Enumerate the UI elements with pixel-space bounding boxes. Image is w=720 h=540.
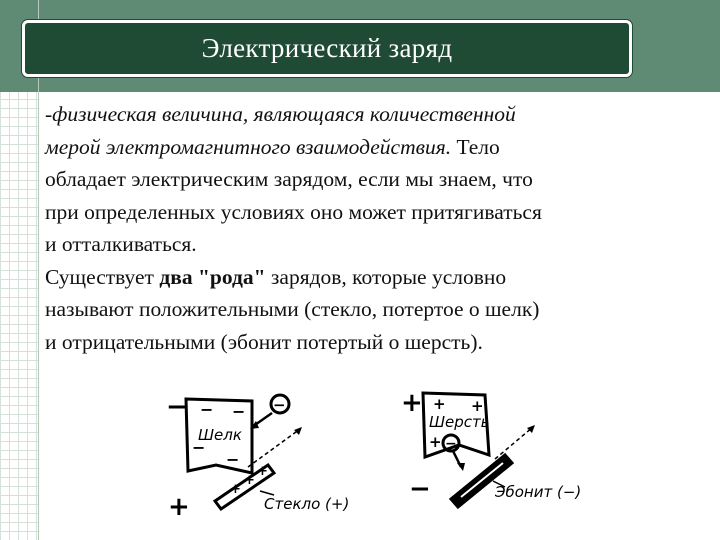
kinds-suffix: зарядов, которые условно bbox=[265, 264, 507, 289]
silk-glass-illustration bbox=[160, 385, 380, 535]
wool-ebonite-drawing bbox=[395, 385, 605, 535]
charge-sign: − bbox=[273, 396, 286, 414]
outer-minus-sign: − bbox=[409, 474, 431, 504]
silk-glass-drawing bbox=[160, 385, 380, 535]
cloth-plus-3: + bbox=[429, 433, 442, 451]
body-line-3: обладает электрическим зарядом, если мы знаем, что bbox=[45, 167, 533, 191]
slide-title: Электрический заряд bbox=[201, 33, 453, 63]
cloth-minus-1: − bbox=[200, 400, 214, 419]
title-box bbox=[22, 20, 632, 77]
rod-plus-1: + bbox=[230, 482, 241, 497]
cloth-plus-1: + bbox=[433, 395, 446, 413]
kinds-prefix: Существует bbox=[45, 264, 160, 289]
cloth-minus-2: − bbox=[232, 402, 246, 421]
kinds-line-3: и отрицательными (эбонит потертый о шерсть). bbox=[45, 329, 483, 354]
attraction-line bbox=[495, 427, 533, 459]
attraction-line bbox=[248, 429, 300, 467]
definition-line-2-italic: мерой электромагнитного взаимодействия. bbox=[45, 134, 452, 159]
slide-body bbox=[45, 98, 710, 358]
body-line-4: при определенных условиях оно может притягиваться bbox=[45, 199, 542, 224]
outer-plus-sign: + bbox=[168, 492, 190, 522]
attraction-arrow-head bbox=[294, 427, 302, 435]
body-line-5: и отталкиваться. bbox=[45, 232, 197, 256]
definition-line-2-tail: Тело bbox=[451, 134, 500, 159]
grid-decoration bbox=[0, 0, 39, 540]
rod-plus-2: + bbox=[244, 473, 255, 488]
kinds-bold: два "рода" bbox=[159, 264, 266, 289]
kinds-line bbox=[45, 261, 710, 294]
definition-line-2 bbox=[45, 131, 710, 164]
definition-line-1: -физическая величина, являющаяся количественной bbox=[45, 102, 516, 126]
cloth-minus-4: − bbox=[226, 450, 240, 469]
ebonite-rod-label: Эбонит (−) bbox=[495, 483, 582, 501]
glass-rod-label: Стекло (+) bbox=[264, 495, 350, 513]
silk-label: Шелк bbox=[198, 426, 242, 444]
wool-ebonite-illustration bbox=[395, 385, 605, 535]
rod-plus-3: + bbox=[257, 464, 268, 479]
outer-minus-sign: − bbox=[166, 392, 188, 422]
cloth-minus-3: − bbox=[192, 438, 206, 457]
arrow-head-rod bbox=[457, 463, 465, 471]
wool-label: Шерсть bbox=[429, 413, 490, 431]
cloth-plus-2: + bbox=[471, 397, 484, 415]
charge-sign: − bbox=[445, 436, 457, 452]
kinds-line-2: называют положительными (стекло, потертое о шелк) bbox=[45, 297, 540, 321]
outer-plus-sign: + bbox=[401, 388, 423, 418]
